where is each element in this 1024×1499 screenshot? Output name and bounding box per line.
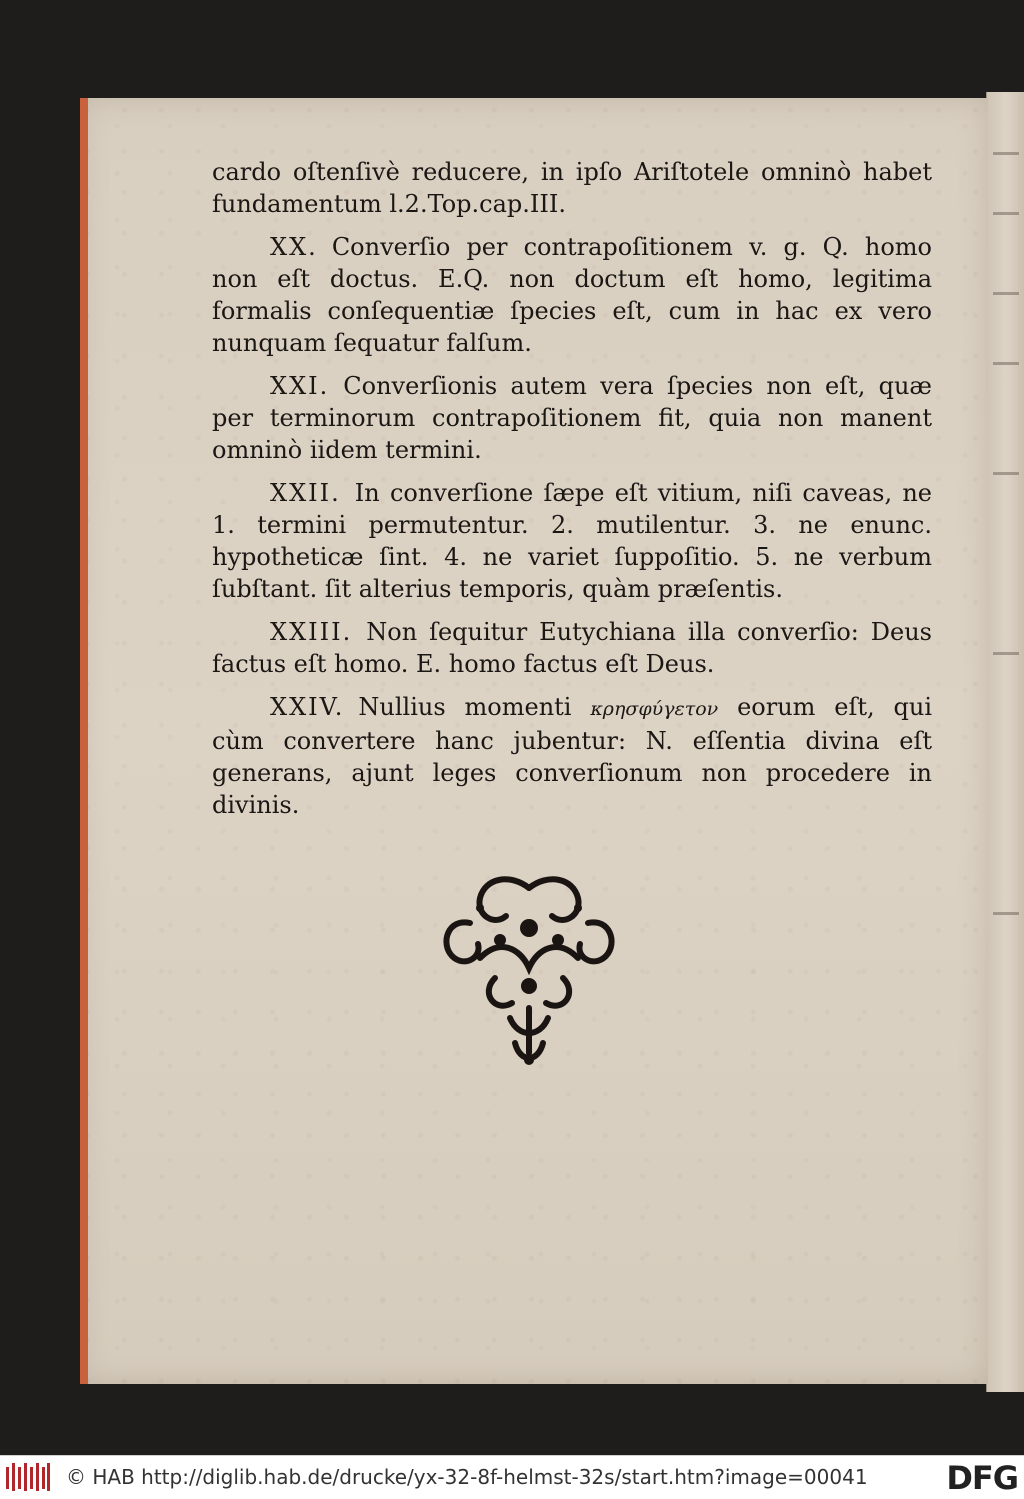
greek-word: κρησφύγετον: [590, 698, 719, 720]
page-red-edge: [80, 98, 88, 1384]
paragraph-text: cardo oſtenſivè reducere, in ipſo Ariſtotele omninò habet fundamentum l.2.Top.cap.III.: [212, 158, 932, 218]
thesis-xx: [212, 231, 932, 359]
thesis-xxi: [212, 370, 932, 466]
viewer-footer: [0, 1455, 1024, 1499]
printers-ornament: [440, 868, 618, 1068]
book-page: [80, 98, 988, 1384]
thesis-number: XXIV.: [270, 693, 345, 721]
thesis-number: XXIII.: [270, 618, 353, 646]
thesis-text: In converſione ſæpe eſt vitium, niſi caveas, ne 1. termini permutentur. 2. mutilentur. 3. ne enunc. hypotheticæ ſint. 4. ne variet ſuppoſitio. 5. ne verbum ſubſtant. ſit alterius temporis, quàm præſentis.: [212, 479, 932, 603]
thesis-text: Converſio per contrapoſitionem v. g. Q. homo non eſt doctus. E.Q. non doctum eſt homo, legitima formalis conſequentiæ ſpecies eſt, cum in hac ex vero nunquam ſequatur falſum.: [212, 233, 932, 357]
hab-logo-icon: [6, 1463, 50, 1491]
page-text: [212, 156, 932, 832]
thesis-number: XX.: [270, 233, 318, 261]
thesis-text-a: Nullius momenti: [358, 693, 572, 721]
thesis-text: Converſionis autem vera ſpecies non eſt, quæ per terminorum contrapoſitionem fit, quia non manent omninò iidem termini.: [212, 372, 932, 464]
citation-link[interactable]: © HAB http://diglib.hab.de/drucke/yx-32-8f-helmst-32s/start.htm?image=00041: [66, 1465, 868, 1489]
thesis-text-b: eorum eſt, qui cùm convertere hanc jubentur: N. eſſentia divina eſt generans, ajunt leges converſionum non procedere in divinis.: [212, 693, 932, 819]
thesis-xxiv: [212, 691, 932, 821]
paragraph-continuation: [212, 156, 932, 220]
thesis-number: XXII.: [270, 479, 341, 507]
thesis-text: Non ſequitur Eutychiana illa converſio: Deus factus eſt homo. E. homo factus eſt Deus.: [212, 618, 932, 678]
adjacent-page-edge: [986, 92, 1024, 1392]
thesis-number: XXI.: [270, 372, 330, 400]
thesis-xxiii: [212, 616, 932, 680]
thesis-xxii: [212, 477, 932, 605]
dfg-logo: DFG: [946, 1459, 1018, 1497]
